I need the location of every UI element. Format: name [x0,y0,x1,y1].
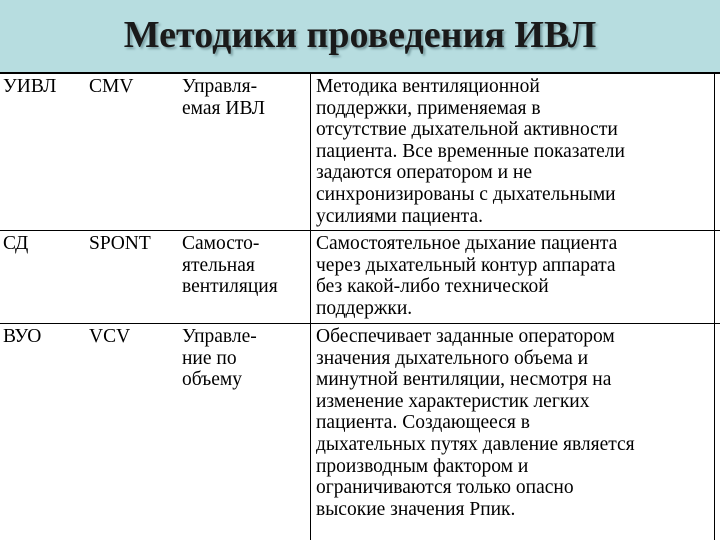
table-row [0,74,720,231]
abbr-ru-cell: ВУО [3,326,42,347]
description-cell: Методика вентиляционной поддержки, применяемая в отсутствие дыхательной активности пациента. Все временные показатели задаются оператором и не синхронизированы с дыхательными усилиями пациента. [316,76,625,227]
table-row [0,231,720,324]
abbr-en-cell: VCV [89,326,131,347]
abbr-ru-cell: СД [3,233,29,254]
method-name-cell: Самосто- ятельная вентиляция [182,233,278,298]
method-name-cell: Управля- емая ИВЛ [182,76,265,119]
table-row [0,324,720,540]
column-divider [714,72,715,540]
description-cell: Самостоятельное дыхание пациента через дыхательный контур аппарата без какой-либо технической поддержки. [316,233,618,319]
description-cell: Обеспечивает заданные оператором значения дыхательного объема и минутной вентиляции, несмотря на изменение характеристик легких пациента. Создающееся в дыхательных путях давление является производным фактором и ограничиваются только опасно высокие значения Рпик. [316,326,635,520]
column-divider [310,72,311,540]
method-name-cell: Управле- ние по объему [182,326,257,391]
methods-table [0,72,720,540]
abbr-en-cell: CMV [89,76,134,97]
abbr-en-cell: SPONT [89,233,151,254]
abbr-ru-cell: УИВЛ [3,76,57,97]
page-title: Методики проведения ИВЛ [123,14,597,56]
